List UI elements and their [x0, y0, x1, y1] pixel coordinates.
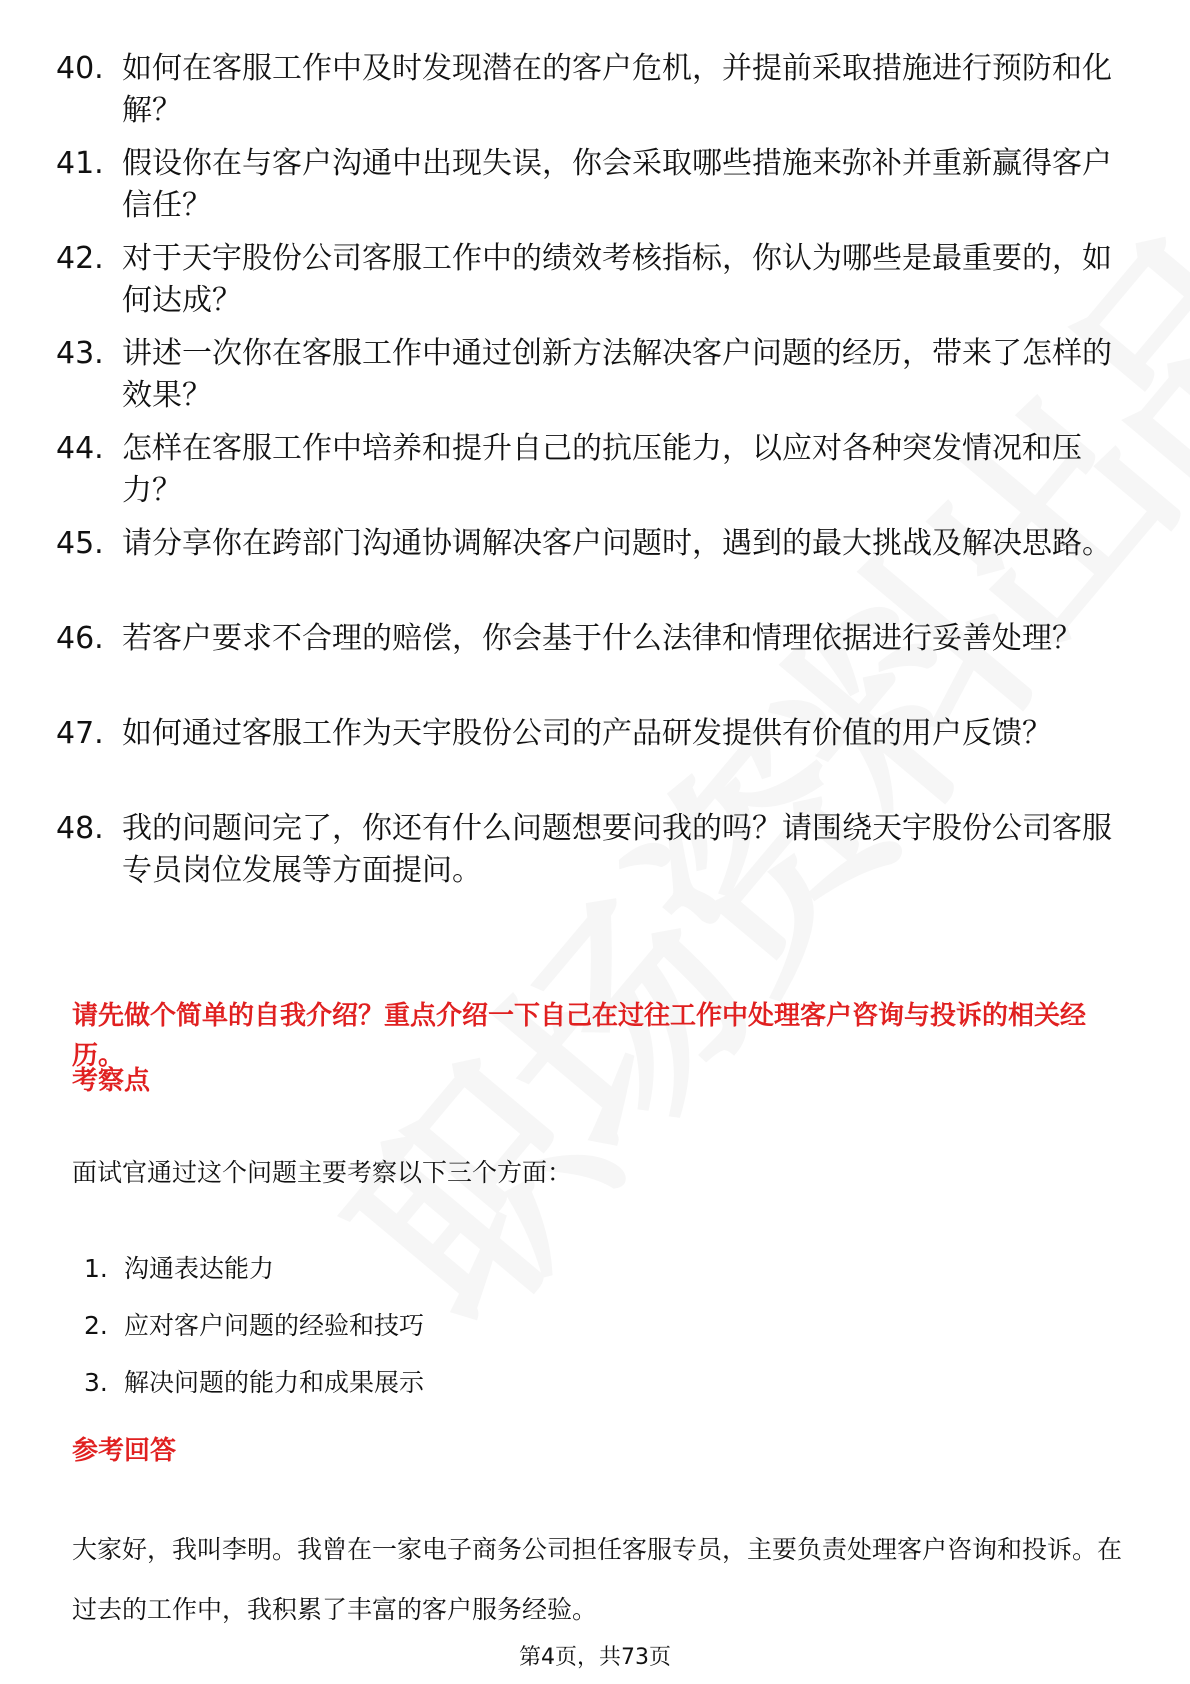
question-text: 若客户要求不合理的赔偿，你会基于什么法律和情理依据进行妥善处理？	[122, 621, 1082, 656]
question-item	[56, 808, 1116, 903]
question-text: 讲述一次你在客服工作中通过创新方法解决客户问题的经历，带来了怎样的效果？	[122, 336, 1112, 413]
question-number: 47.	[56, 716, 104, 751]
question-number: 45.	[56, 526, 104, 561]
focus-intro: 面试官通过这个问题主要考察以下三个方面：	[72, 1158, 573, 1187]
question-item	[56, 238, 1116, 333]
question-item	[56, 618, 1116, 713]
focus-heading: 考察点	[72, 1066, 151, 1096]
question-text: 对于天宇股份公司客服工作中的绩效考核指标，你认为哪些是最重要的，如何达成？	[122, 241, 1112, 318]
question-item	[56, 48, 1116, 143]
list-number: 3.	[84, 1368, 108, 1397]
question-text: 如何通过客服工作为天宇股份公司的产品研发提供有价值的用户反馈？	[122, 716, 1052, 751]
question-text: 请分享你在跨部门沟通协调解决客户问题时，遇到的最大挑战及解决思路。	[122, 526, 1112, 561]
question-number: 41.	[56, 146, 104, 181]
question-item	[56, 333, 1116, 428]
question-text: 假设你在与客户沟通中出现失误，你会采取哪些措施来弥补并重新赢得客户信任？	[122, 146, 1112, 223]
question-number: 40.	[56, 51, 104, 86]
question-list	[56, 48, 1116, 903]
question-text: 怎样在客服工作中培养和提升自己的抗压能力，以应对各种突发情况和压力？	[122, 431, 1082, 508]
focus-list	[84, 1253, 684, 1424]
list-number: 1.	[84, 1254, 108, 1283]
question-text: 我的问题问完了，你还有什么问题想要问我的吗？请围绕天宇股份公司客服专员岗位发展等方面提问。	[122, 811, 1112, 888]
list-text: 应对客户问题的经验和技巧	[124, 1311, 425, 1340]
list-text: 解决问题的能力和成果展示	[124, 1368, 425, 1397]
list-item	[84, 1367, 684, 1424]
list-text: 沟通表达能力	[124, 1254, 275, 1283]
question-item	[56, 713, 1116, 808]
question-number: 43.	[56, 336, 104, 371]
question-item	[56, 523, 1116, 618]
question-number: 42.	[56, 241, 104, 276]
question-number: 48.	[56, 811, 104, 846]
reference-heading: 参考回答	[72, 1436, 177, 1466]
question-number: 46.	[56, 621, 104, 656]
question-text: 如何在客服工作中及时发现潜在的客户危机，并提前采取措施进行预防和化解？	[122, 51, 1112, 128]
reference-answer: 大家好，我叫李明。我曾在一家电子商务公司担任客服专员，主要负责处理客户咨询和投诉。在过去的工作中，我积累了丰富的客户服务经验。	[72, 1535, 1123, 1624]
question-item	[56, 428, 1116, 523]
question-item	[56, 143, 1116, 238]
question-number: 44.	[56, 431, 104, 466]
list-item	[84, 1253, 684, 1310]
highlight-question: 请先做个简单的自我介绍？重点介绍一下自己在过往工作中处理客户咨询与投诉的相关经历。	[72, 1001, 1087, 1071]
list-item	[84, 1310, 684, 1367]
list-number: 2.	[84, 1311, 108, 1340]
page-footer: 第4页，共73页	[519, 1645, 671, 1670]
